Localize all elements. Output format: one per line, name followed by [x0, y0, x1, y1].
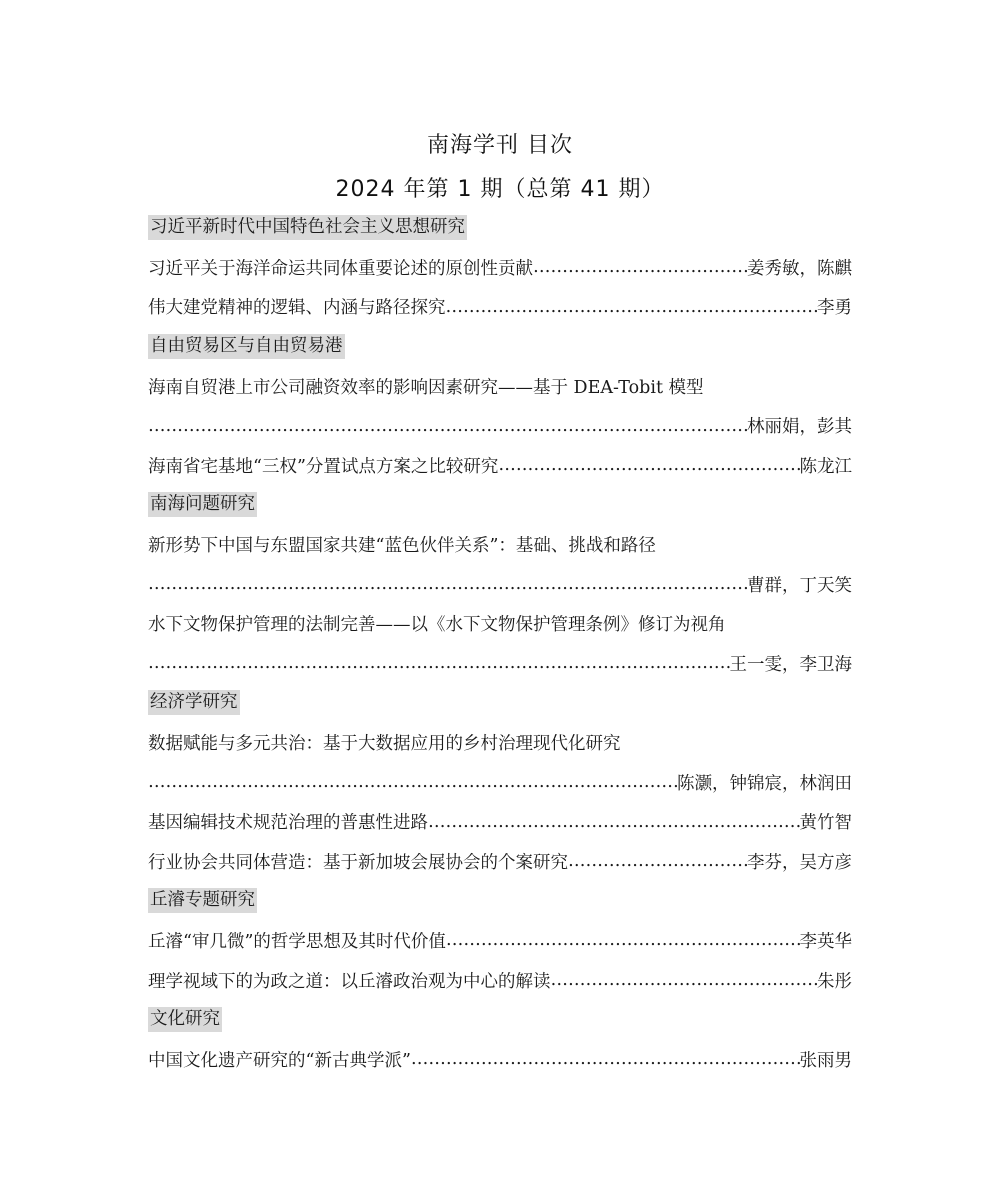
article-authors: 李芬，吴方彦 [747, 852, 852, 873]
leader-dots [148, 574, 747, 594]
toc-entry[interactable] [148, 802, 852, 842]
section-label: 南海问题研究 [148, 492, 257, 517]
article-authors: 黄竹智 [799, 813, 852, 834]
section-label: 文化研究 [148, 1007, 222, 1032]
toc-entry[interactable] [148, 921, 852, 961]
leader-dots [148, 772, 677, 792]
article-title: 行业协会共同体营造：基于新加坡会展协会的个案研究 [148, 852, 568, 873]
article-authors: 陈龙江 [799, 456, 852, 477]
section-heading [148, 208, 852, 248]
toc-entry[interactable] [148, 1039, 852, 1079]
article-authors: 曹群，丁天笑 [747, 575, 852, 596]
toc-entry[interactable] [148, 248, 852, 288]
section-heading [148, 1000, 852, 1040]
article-authors: 朱彤 [817, 971, 852, 992]
journal-title: 南海学刊 目次 [427, 133, 573, 158]
section-label: 丘濬专题研究 [148, 888, 257, 913]
leader-dots [568, 851, 747, 871]
toc-entry-title-line[interactable] [148, 366, 852, 406]
section-heading [148, 683, 852, 723]
article-authors: 张雨男 [799, 1050, 852, 1071]
article-title: 丘濬“审几微”的哲学思想及其时代价值 [148, 931, 446, 952]
article-authors: 李勇 [817, 298, 852, 319]
toc-entry[interactable] [148, 287, 852, 327]
toc-entry-author-line[interactable] [148, 564, 852, 604]
leader-dots [498, 455, 799, 475]
leader-dots [148, 416, 747, 436]
leader-dots [428, 812, 800, 832]
toc-entry[interactable] [148, 842, 852, 882]
leader-dots [551, 970, 818, 990]
toc-entry-title-line[interactable] [148, 604, 852, 644]
article-title: 水下文物保护管理的法制完善——以《水下文物保护管理条例》修订为视角 [148, 615, 726, 636]
article-title: 习近平关于海洋命运共同体重要论述的原创性贡献 [148, 258, 533, 279]
article-title: 理学视域下的为政之道：以丘濬政治观为中心的解读 [148, 971, 551, 992]
leader-dots [446, 930, 800, 950]
article-title: 伟大建党精神的逻辑、内涵与路径探究 [148, 298, 446, 319]
article-authors: 姜秀敏，陈麒 [747, 258, 852, 279]
leader-dots [411, 1049, 800, 1069]
article-authors: 陈灏，钟锦宸，林润田 [677, 773, 852, 794]
article-authors: 林丽娟，彭其 [747, 417, 852, 438]
article-title: 数据赋能与多元共治：基于大数据应用的乡村治理现代化研究 [148, 734, 621, 755]
toc-entry-title-line[interactable] [148, 525, 852, 565]
leader-dots [533, 257, 747, 277]
article-title: 中国文化遗产研究的“新古典学派” [148, 1050, 411, 1071]
section-label: 经济学研究 [148, 690, 240, 715]
toc-entry-title-line[interactable] [148, 723, 852, 763]
article-title: 新形势下中国与东盟国家共建“蓝色伙伴关系”：基础、挑战和路径 [148, 536, 656, 557]
section-heading [148, 327, 852, 367]
leader-dots [446, 297, 818, 317]
issue-title: 2024 年第 1 期（总第 41 期） [335, 177, 665, 202]
article-title: 海南自贸港上市公司融资效率的影响因素研究——基于 DEA-Tobit 模型 [148, 377, 704, 398]
section-heading [148, 881, 852, 921]
article-authors: 李英华 [799, 931, 852, 952]
section-label: 自由贸易区与自由贸易港 [148, 334, 345, 359]
toc-entry[interactable] [148, 960, 852, 1000]
article-authors: 王一雯，李卫海 [729, 654, 852, 675]
leader-dots [148, 653, 730, 673]
toc-entry-author-line[interactable] [148, 644, 852, 684]
article-title: 海南省宅基地“三权”分置试点方案之比较研究 [148, 456, 499, 477]
section-label: 习近平新时代中国特色社会主义思想研究 [148, 215, 467, 240]
toc-entry-author-line[interactable] [148, 406, 852, 446]
section-heading [148, 485, 852, 525]
toc-entry[interactable] [148, 446, 852, 486]
article-title: 基因编辑技术规范治理的普惠性进路 [148, 813, 428, 834]
table-of-contents [148, 208, 852, 1079]
toc-entry-author-line[interactable] [148, 762, 852, 802]
